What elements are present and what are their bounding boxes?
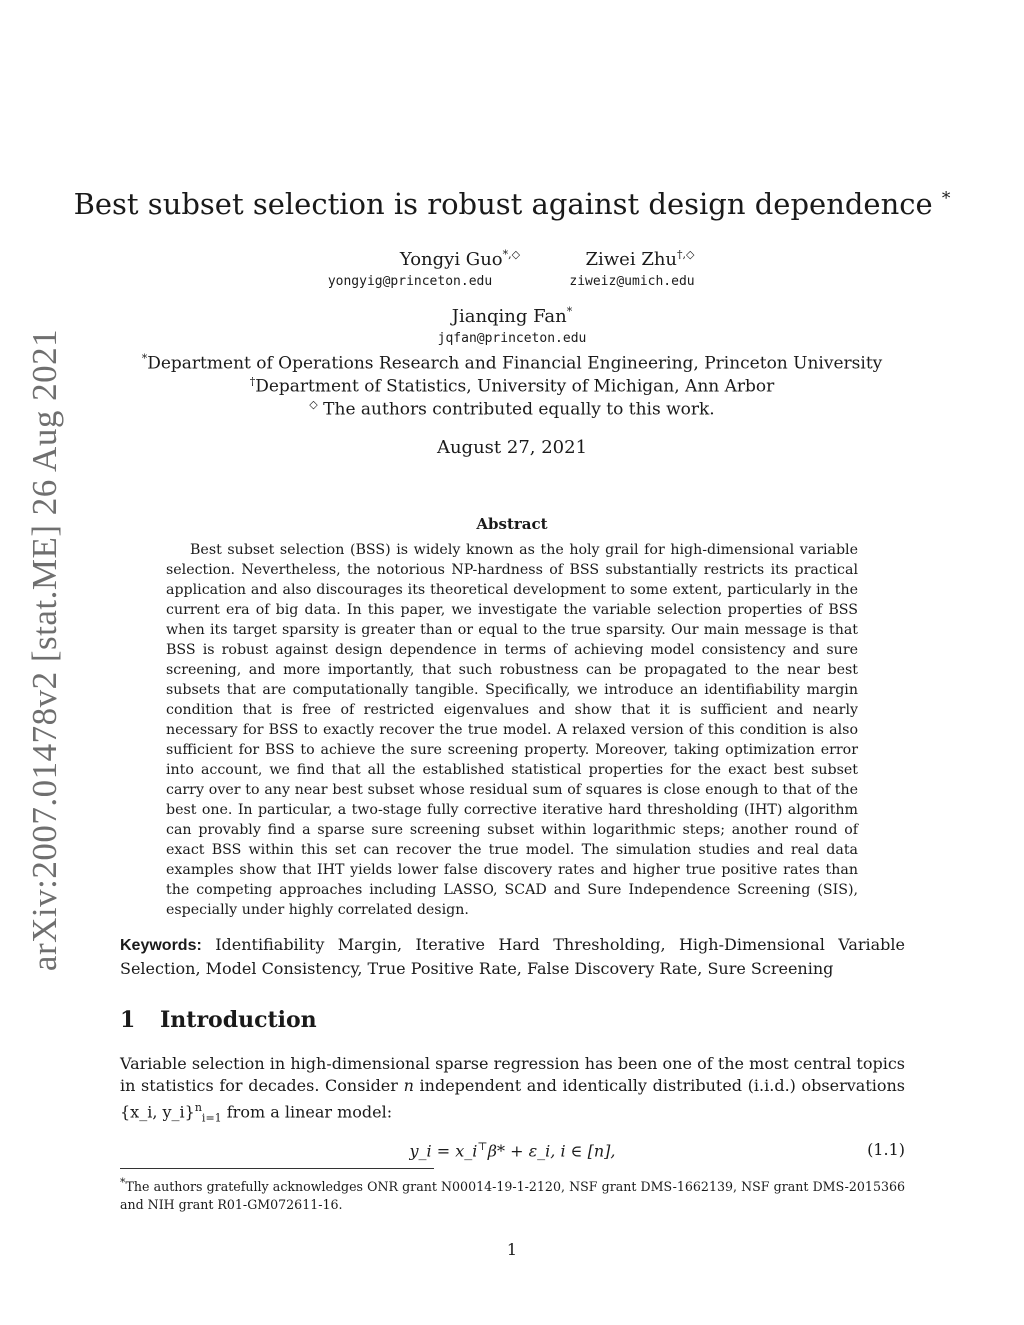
section-number: 1 [120,1007,136,1033]
intro-var-n: n [403,1076,414,1095]
footnote-text: The authors gratefully acknowledges ONR grant N00014-19-1-2120, NSF grant DMS-1662139, NSF grant DMS-2015366 and NIH grant R01-GM072611-16. [120,1179,905,1213]
affiliation-text: The authors contributed equally to this work. [317,399,715,420]
publication-date: August 27, 2021 [436,437,588,458]
footnote-rule [120,1168,434,1169]
intro-text-1: Variable selection in high-dimensional sparse regression has been one of the most central topics in statistics for decades. Consider [120,1054,905,1095]
section-heading [120,1007,317,1033]
keywords-label: Keywords: [120,937,202,954]
affiliation-text: Department of Statistics, University of Michigan, Ann Arbor [255,376,775,397]
affiliation-1 [0,352,1024,374]
affiliation-text: Department of Operations Research and Financial Engineering, Princeton University [147,353,883,374]
affiliation-3 [0,398,1024,420]
author-marks: †,◇ [677,248,695,261]
section-title: Introduction [160,1007,317,1033]
author-2-email: ziweiz@umich.edu [569,274,695,289]
footnote-mark: * [120,1176,126,1189]
author-name: Yongyi Guo [399,249,503,270]
author-3 [382,305,642,327]
abstract-body: Best subset selection (BSS) is widely known as the holy grail for high-dimensional variable selection. Nevertheless, the notorious NP-hardness of BSS substantially restricts its practical application and also discourages its theoretical development to some extent, particularly in the current era of big data. In this paper, we investigate the variable selection properties of BSS when its target sparsity is greater than or equal to the true sparsity. Our main message is that BSS is robust against design dependence in terms of achieving model consistency and sure screening, and more importantly, that such robustness can be propagated to the near best subsets that are computationally tangible. Specifically, we introduce an identifiability margin condition that is free of restricted eigenvalues and show that it is sufficient and nearly necessary for BSS to exactly recover the true model. A relaxed version of this condition is also sufficient for BSS to achieve the sure screening property. Moreover, taking optimization error into account, we find that all the established statistical properties for the exact best subset carry over to any near best subset whose residual sum of squares is close enough to that of the best one. In particular, a two-stage fully corrective iterative hard thresholding (IHT) algorithm can provably find a sparse sure screening subset within logarithmic steps; another round of exact BSS within this set can recover the true model. The simulation studies and real data examples show that IHT yields lower false discovery rates and higher true positive rates than the competing approaches including LASSO, SCAD and Sure Independence Screening (SIS), especially under highly correlated design. [166,542,858,918]
affiliation-mark: ◇ [309,398,318,411]
equation-1-1 [120,1140,905,1164]
author-name: Jianqing Fan [451,306,567,327]
author-2 [510,248,770,270]
author-3-email: jqfan@princeton.edu [437,331,587,346]
affiliation-2 [0,375,1024,397]
intro-text-2: independent and identically distributed (i.i.d.) observations [413,1076,906,1095]
intro-set-sub: i=1 [201,1111,222,1125]
keywords-text: Identifiability Margin, Iterative Hard Thresholding, High-Dimensional Variable Selection, Model Consistency, True Positive Rate, False Discovery Rate, Sure Screening [120,935,905,978]
equation-transpose: ⊤ [477,1140,488,1153]
author-name: Ziwei Zhu [585,249,678,270]
paper-title [0,187,1024,221]
equation-lhs: y_i = x_i [409,1141,478,1161]
keywords [120,933,905,980]
abstract-heading: Abstract [476,515,548,533]
equation-rhs: β* + ε_i, i ∈ [n], [487,1141,616,1161]
intro-text-3: from a linear model: [221,1102,393,1122]
page-number: 1 [506,1240,518,1259]
affiliation-mark: † [249,375,256,388]
author-marks: * [566,305,573,318]
title-footnote-mark: * [941,188,951,209]
intro-paragraph [120,1053,905,1130]
author-1-email: yongyig@princeton.edu [327,274,493,289]
footnote [120,1174,905,1214]
equation-number: (1.1) [867,1140,905,1159]
equation-body [120,1140,905,1160]
paper-title-text: Best subset selection is robust against design dependence [73,187,933,221]
arxiv-identifier-text: arXiv:2007.01478v2 [stat.ME] 26 Aug 2021 [25,328,64,972]
intro-set-expression: {x_i, y_i} [120,1102,195,1122]
intro-set-sup: n [194,1101,202,1114]
affiliation-mark: * [141,352,148,365]
author-marks: *,◇ [502,248,521,261]
